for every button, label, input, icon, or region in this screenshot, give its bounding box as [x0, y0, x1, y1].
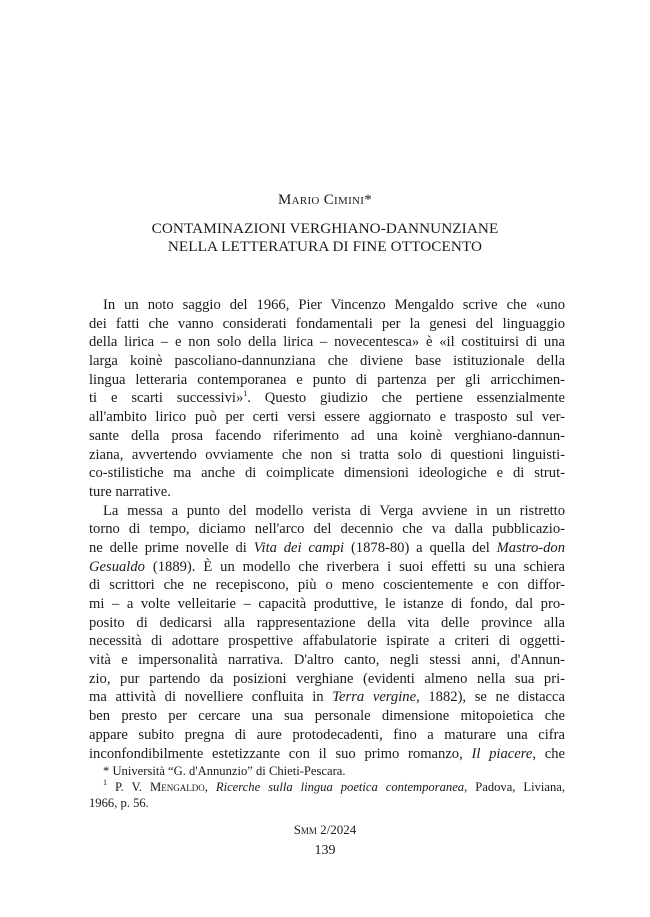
body-line: sante della prosa facendo riferimento ad una koinè verghiano-dannun-	[89, 427, 565, 444]
text-run: , che	[532, 745, 565, 762]
text-run: (1878-80) a quella del	[344, 539, 497, 556]
text-run: ti e scarti successivi»	[89, 390, 244, 407]
footnotes	[89, 763, 565, 811]
text-run: ne delle prime novelle di	[89, 539, 254, 556]
text-run: . Questo giudizio che pertiene essenzialmente	[247, 390, 565, 407]
article-title	[0, 220, 650, 256]
body-line: In un noto saggio del 1966, Pier Vincenzo Mengaldo scrive che «uno	[103, 297, 565, 313]
text-run: inconfondibilmente estetizzante con il suo primo romanzo,	[89, 745, 472, 762]
body-line: ziana, avvertendo ovviamente che non si tratta solo di questioni linguisti-	[89, 446, 565, 463]
text-run: P. V.	[107, 780, 151, 794]
journal-issue: Smm 2/2024	[293, 822, 357, 837]
body-line	[89, 688, 565, 707]
body-line: vità e impersonalità narrativa. D'altro canto, negli stessi anni, d'Annun-	[89, 652, 565, 669]
author-name: Mario Cimini*	[277, 192, 373, 208]
body-line: necessità di adottare prospettive affabulatorie ispirate a criteri di oggetti-	[89, 633, 565, 650]
body-line: della lirica – e non solo della lirica – novecentesca» è «il costituirsi di una	[89, 334, 565, 351]
body-line: La messa a punto del modello verista di Verga avviene in un ristretto	[103, 502, 565, 519]
footnote-1	[89, 779, 565, 795]
footnote-1-continued: 1966, p. 56.	[89, 796, 149, 810]
article-body	[89, 296, 565, 763]
text-run: , Padova, Liviana,	[464, 780, 566, 794]
body-line	[89, 389, 565, 408]
book-title: Vita dei campi	[253, 539, 345, 556]
footnote-number: 1	[103, 778, 107, 787]
cited-title: Ricerche sulla lingua poetica contemporanea	[215, 780, 465, 794]
body-line: larga koinè pascoliano-dannunziana che diviene base istituzionale della	[89, 353, 565, 370]
book-title: Il piacere	[471, 745, 533, 762]
text-run: (1889). È un modello che riverbera i suoi effetti su una schiera	[144, 558, 565, 575]
footnote-affiliation: * Università “G. d'Annunzio” di Chieti-Pescara.	[103, 764, 346, 778]
body-line: torno di tempo, diciamo nell'arco del decennio che va dalla pubblicazio-	[89, 521, 565, 538]
page-number: 139	[314, 843, 336, 858]
footnote-marker: 1	[243, 389, 248, 399]
title-line: CONTAMINAZIONI VERGHIANO-DANNUNZIANE	[151, 220, 499, 237]
body-line	[89, 558, 565, 577]
body-line: ture narrative.	[89, 483, 171, 500]
text-run: ma attività di novelliere confluita in	[89, 689, 333, 706]
body-line: dei fatti che vanno considerati fondamentali per la genesi del linguaggio	[89, 315, 565, 332]
body-line: all'ambito lirico può per certi versi essere aggiornato e trasposto sul ver-	[89, 409, 565, 426]
body-line: zio, pur partendo da posizioni verghiane (evidenti almeno nella sua pri-	[89, 670, 565, 687]
body-line	[89, 745, 565, 764]
title-line: NELLA LETTERATURA DI FINE OTTOCENTO	[167, 238, 483, 255]
body-line: co-stilistiche ma anche di coimplicate dimensioni ideologiche e di strut-	[89, 465, 565, 482]
body-line: ben presto per cercare una sua personale dimensione mitopoietica che	[89, 708, 565, 725]
book-title: Mastro-don	[496, 539, 566, 556]
body-line	[89, 539, 565, 558]
body-line: posito di dedicarsi alla rappresentazione della vita delle province alla	[89, 614, 565, 631]
text-run: , 1882), se ne distacca	[416, 689, 565, 706]
body-line: di scrittori che ne recepiscono, più o meno coscientemente e con diffor-	[89, 577, 565, 594]
body-line: appare subito pregna di aure protodecadenti, fino a maturare una cifra	[89, 726, 565, 743]
body-line: mi – a volte velleitarie – capacità produttive, le istanze di fondo, dal pro-	[89, 596, 565, 612]
book-title: Gesualdo	[89, 558, 145, 575]
cited-author: Mengaldo	[150, 780, 205, 794]
book-title: Terra vergine	[332, 689, 417, 706]
body-line: lingua letteraria contemporanea e punto di partenza per gli arricchimen-	[89, 371, 565, 388]
text-run: ,	[204, 780, 216, 794]
